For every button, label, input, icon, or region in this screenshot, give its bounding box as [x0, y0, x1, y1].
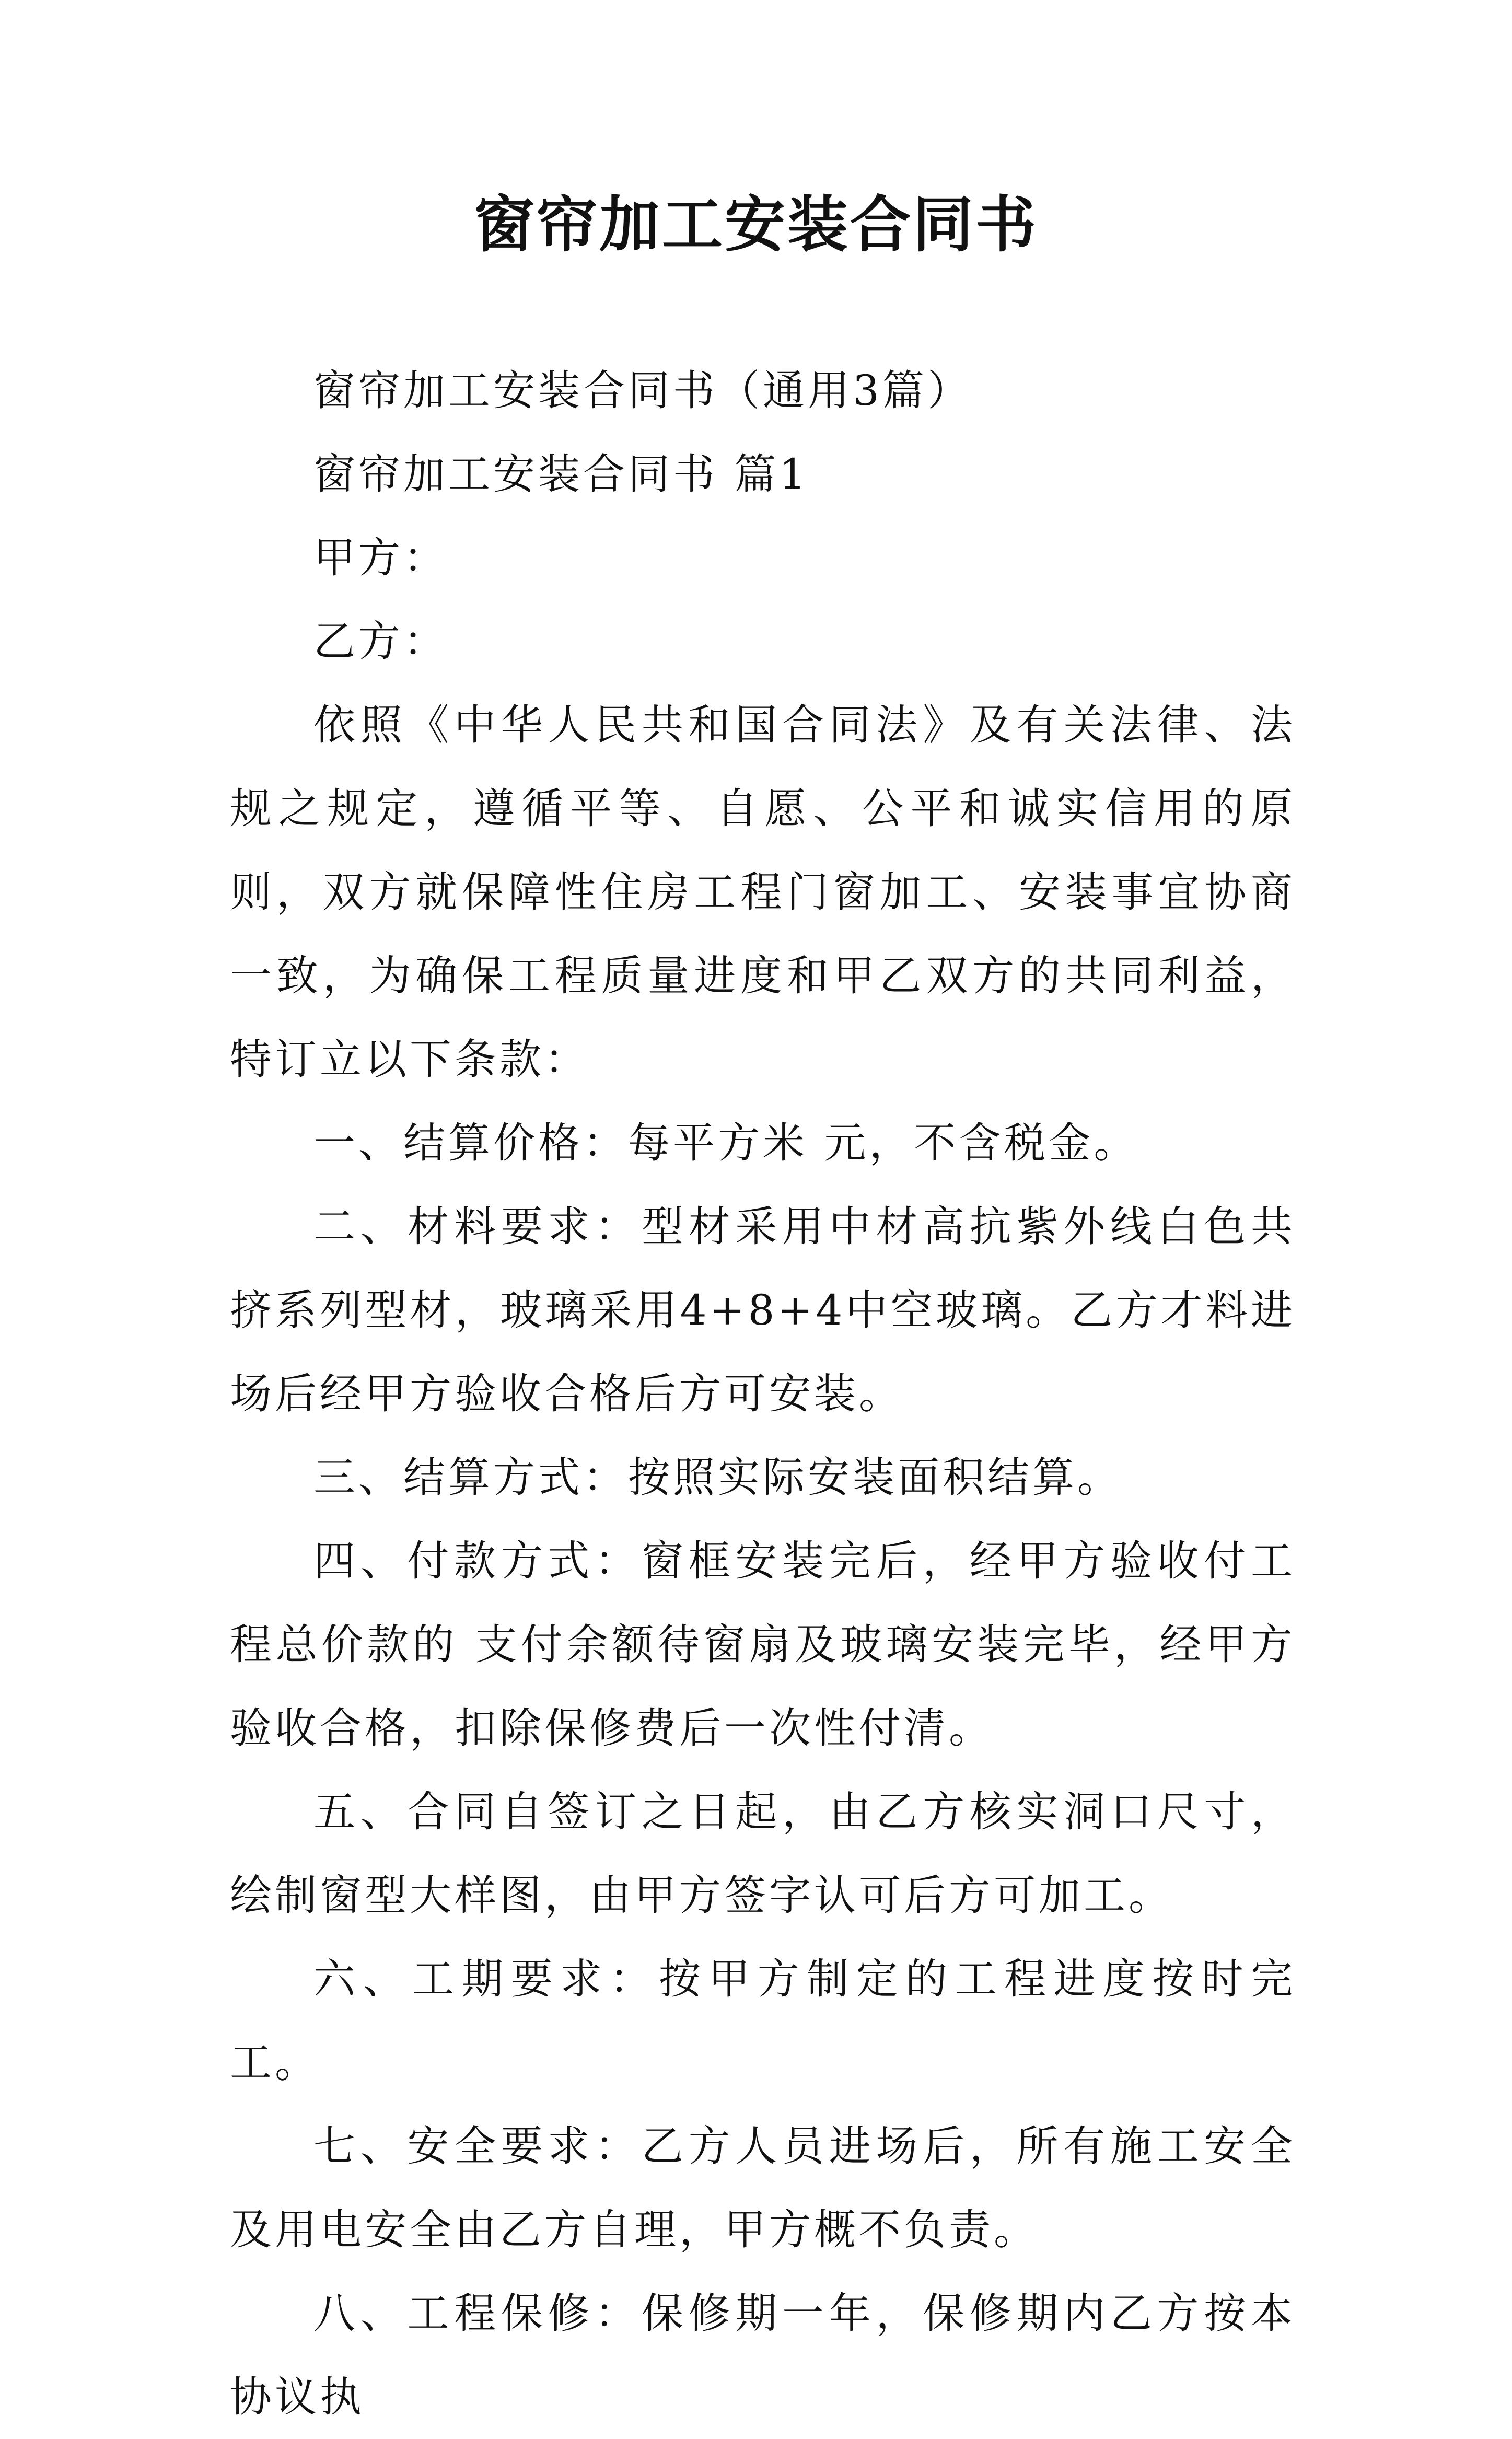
paragraph-preamble: 依照《中华人民共和国合同法》及有关法律、法规之规定，遵循平等、自愿、公平和诚实信用的原则，双方就保障性住房工程门窗加工、安装事宜协商一致，为确保工程质量进度和甲乙双方的共同利益，特订立以下条款：	[230, 701, 1296, 1084]
paragraph-clause-3: 三、结算方式：按照实际安装面积结算。	[313, 1453, 1122, 1502]
paragraph-party-a: 甲方：	[313, 533, 448, 582]
paragraph-clause-4: 四、付款方式：窗框安装完后，经甲方验收付工程总价款的 支付余额待窗扇及玻璃安装完毕，经甲方验收合格，扣除保修费后一次性付清。	[230, 1537, 1296, 1752]
paragraph-clause-6: 六、工期要求：按甲方制定的工程进度按时完工。	[230, 1955, 1296, 2087]
paragraph-clause-1: 一、结算价格：每平方米 元，不含税金。	[313, 1119, 1139, 1167]
document-body	[230, 349, 1296, 2439]
paragraph-section-heading: 窗帘加工安装合同书 篇1	[313, 450, 809, 498]
paragraph-clause-2: 二、材料要求：型材采用中材高抗紫外线白色共挤系列型材，玻璃采用4+8+4中空玻璃。乙方才料进场后经甲方验收合格后方可安装。	[230, 1202, 1296, 1418]
paragraph-clause-8: 八、工程保修：保修期一年，保修期内乙方按本协议执	[230, 2289, 1296, 2421]
paragraph-clause-5: 五、合同自签订之日起，由乙方核实洞口尺寸，绘制窗型大样图，由甲方签字认可后方可加工。	[230, 1787, 1296, 1920]
paragraph-clause-7: 七、安全要求：乙方人员进场后，所有施工安全及用电安全由乙方自理，甲方概不负责。	[230, 2122, 1296, 2254]
paragraph-party-b: 乙方：	[313, 617, 448, 666]
document-title: 窗帘加工安装合同书	[474, 189, 1038, 260]
paragraph-subtitle: 窗帘加工安装合同书（通用3篇）	[313, 366, 972, 415]
